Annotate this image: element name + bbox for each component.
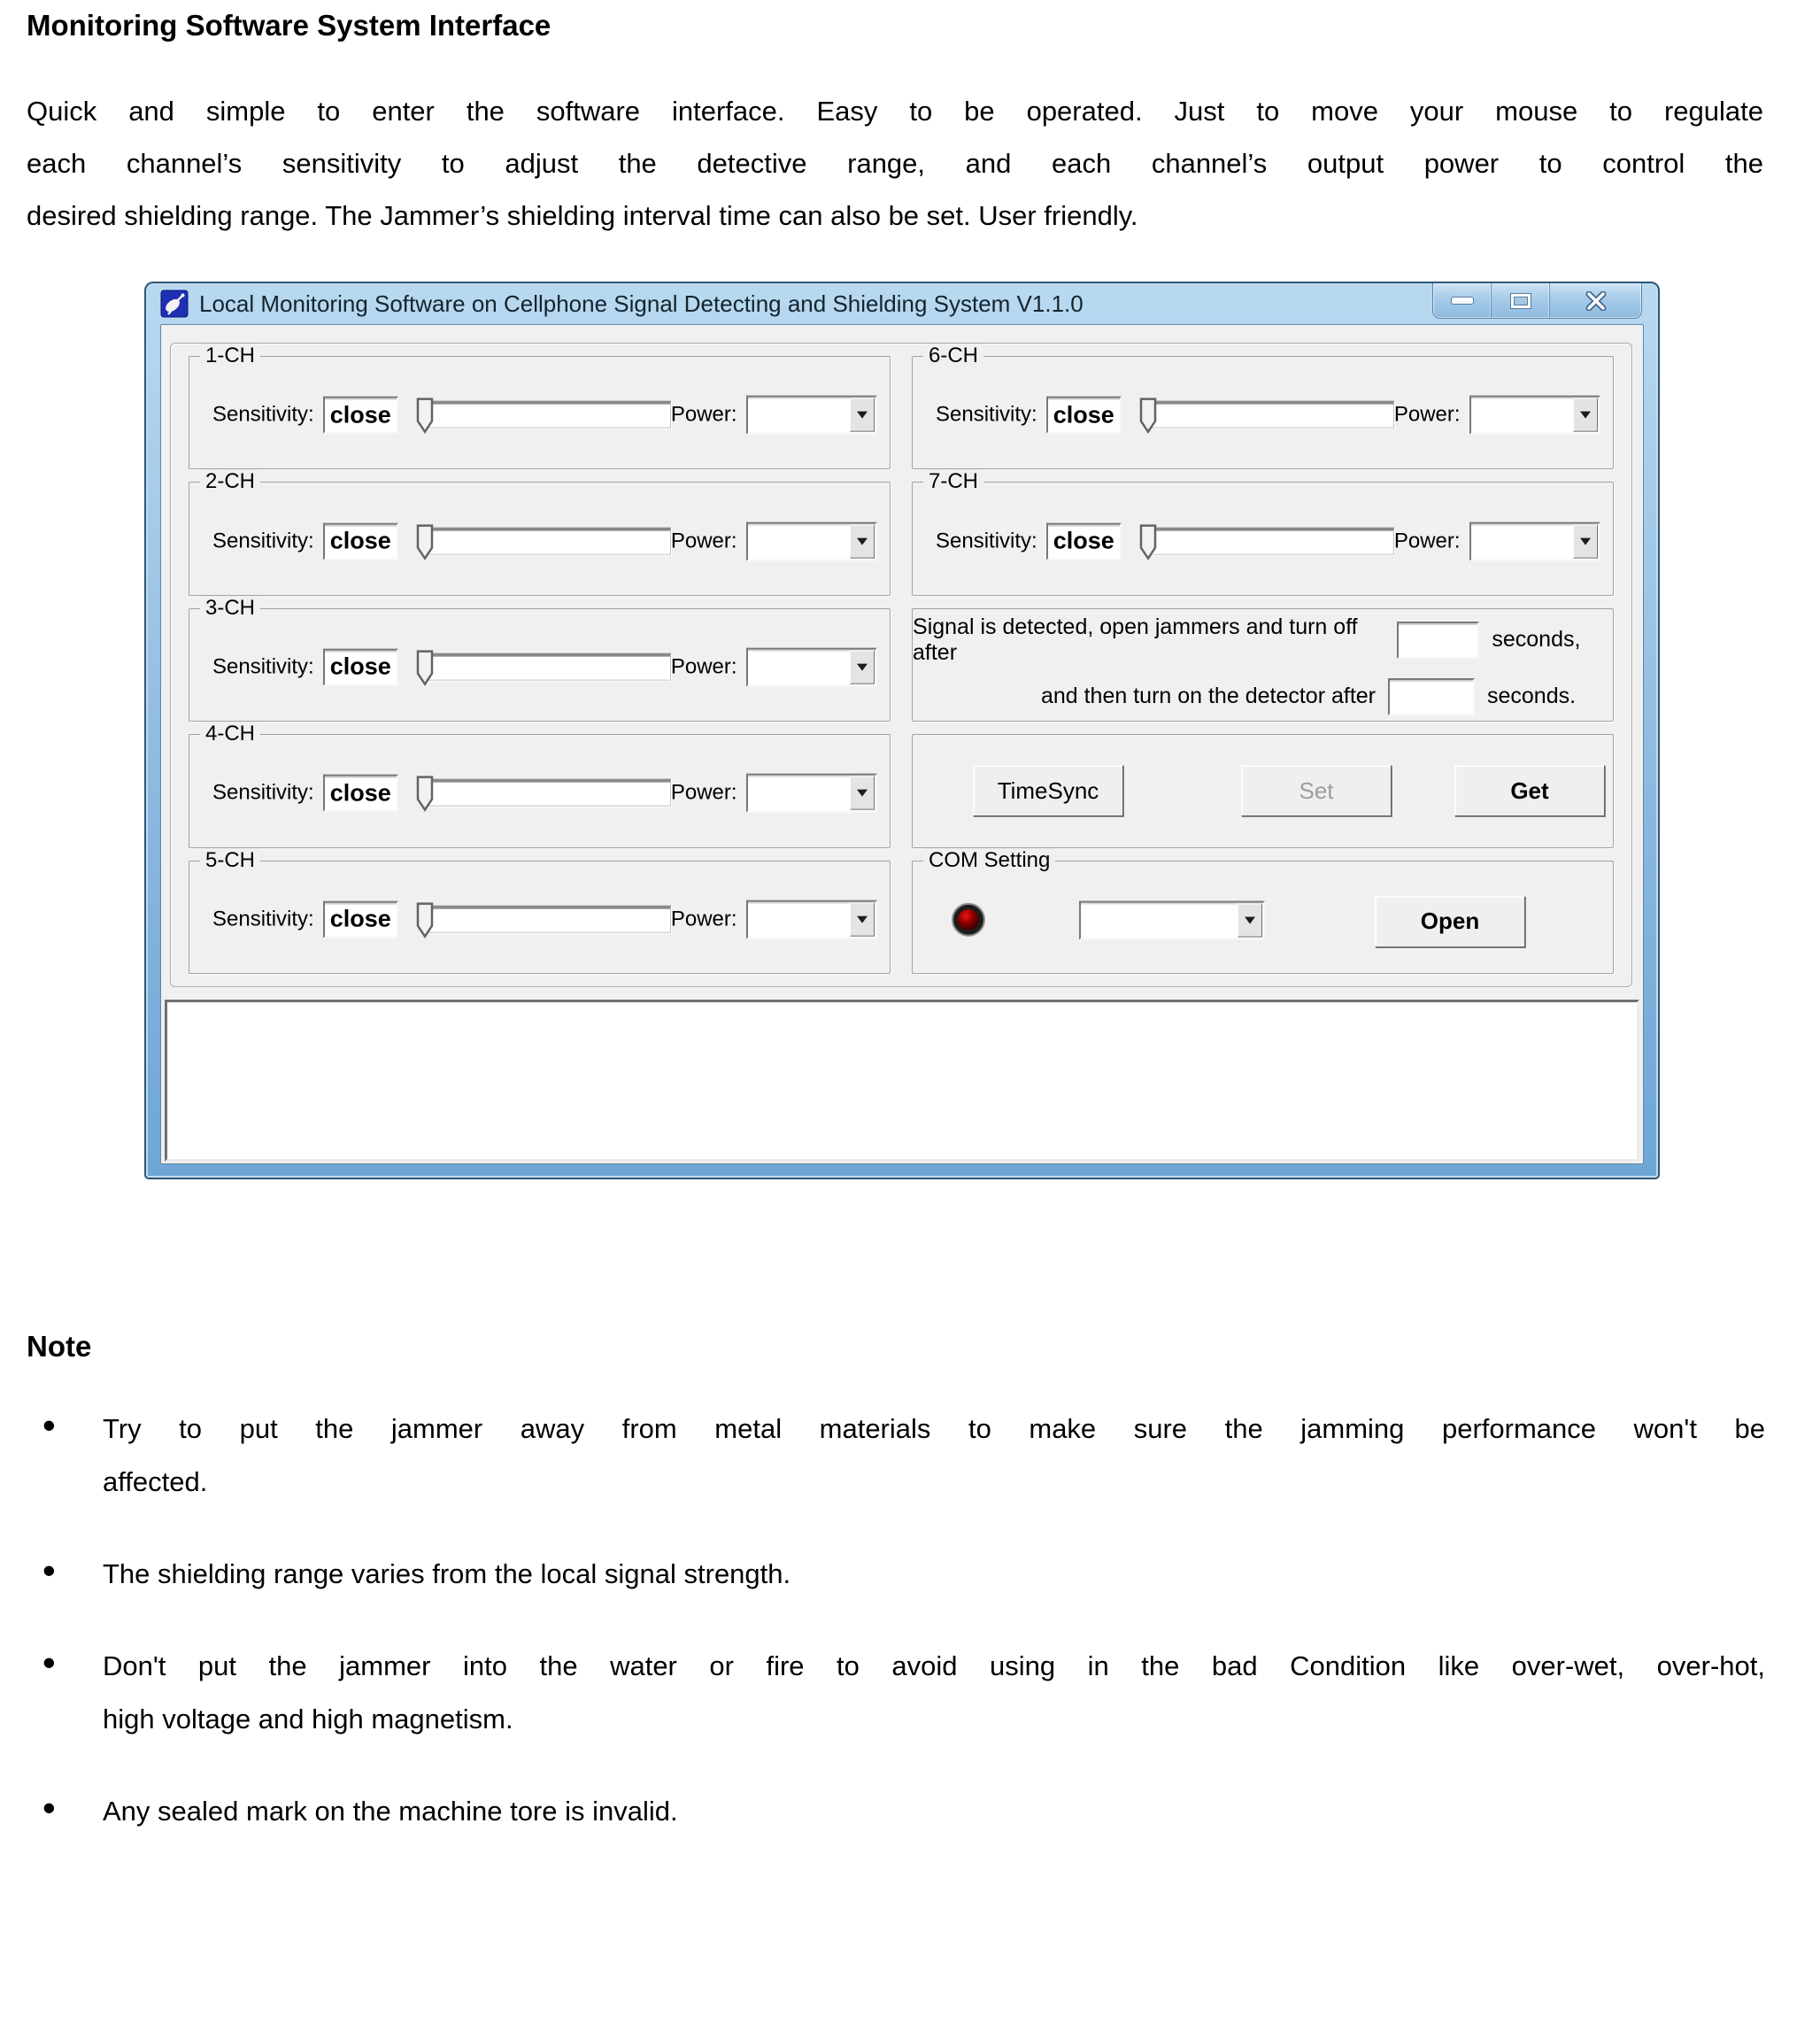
channel-group-1ch [189,344,891,469]
com-status-led [953,905,983,935]
chevron-down-icon[interactable] [850,398,875,432]
channel-label: 1-CH [200,344,260,368]
chevron-down-icon[interactable] [1573,398,1598,432]
channel-group-6ch [912,344,1614,469]
channel-group-2ch [189,469,891,595]
slider-track[interactable] [425,779,671,807]
window-title: Local Monitoring Software on Cellphone Signal Detecting and Shielding System V1.1.0 [199,290,1084,317]
sensitivity-value: close [329,779,391,807]
list-item [27,1640,1765,1746]
sensitivity-label: Sensitivity: [212,402,314,427]
power-label: Power: [670,529,737,553]
power-dropdown[interactable] [746,774,877,813]
sensitivity-slider[interactable] [416,774,671,813]
channel-label: 3-CH [200,596,260,621]
sensitivity-value-field[interactable] [323,900,398,938]
sensitivity-label: Sensitivity: [936,402,1037,427]
slider-thumb[interactable] [416,901,434,939]
turn-on-detector-label: and then turn on the detector after [1040,684,1376,709]
sensitivity-value: close [329,653,391,681]
power-dropdown[interactable] [746,522,877,560]
note-line: • Try to put the jammer away from metal materials to make sure the jamming performance won't be [103,1413,1765,1444]
channel-label: 2-CH [200,469,260,494]
power-label: Power: [670,654,737,679]
window-control-buttons [1432,283,1642,319]
slider-thumb[interactable] [416,650,434,687]
intro-line: Quick and simple to enter the software interface. Easy to be operated. Just to move your mouse to regulate [27,96,1763,127]
seconds-label: seconds. [1487,684,1577,709]
turn-off-seconds-input[interactable] [1397,622,1480,659]
slider-thumb[interactable] [416,523,434,560]
sensitivity-value: close [329,527,391,554]
close-icon [1585,291,1608,311]
window-client-area [160,324,1644,1164]
timesync-button[interactable]: TimeSync [973,765,1123,816]
slider-track[interactable] [1148,527,1394,554]
sensitivity-slider[interactable] [416,396,671,435]
intro-line: desired shielding range. The Jammer’s shielding interval time can also be set. User friendly. [27,200,1138,231]
slider-track[interactable] [425,905,671,932]
sensitivity-label: Sensitivity: [212,529,314,553]
list-item [27,1548,1765,1601]
slider-track[interactable] [425,653,671,681]
page-title: Monitoring Software System Interface [27,9,551,42]
slider-thumb[interactable] [1139,523,1157,560]
sensitivity-slider[interactable] [1139,396,1394,435]
signal-timing-panel [912,608,1614,722]
get-button[interactable]: Get [1454,765,1605,816]
sensitivity-slider[interactable] [416,900,671,939]
slider-track[interactable] [425,401,671,429]
maximize-button[interactable] [1492,283,1550,318]
chevron-down-icon[interactable] [1238,903,1262,937]
minimize-icon [1451,297,1474,305]
power-label: Power: [670,781,737,806]
note-line: • Don't put the jammer into the water or fire to avoid using in the bad Condition like over-wet, over-hot, [103,1650,1765,1681]
sensitivity-label: Sensitivity: [212,654,314,679]
sensitivity-slider[interactable] [416,648,671,687]
sensitivity-value-field[interactable] [323,649,398,686]
app-window [144,282,1660,1179]
chevron-down-icon[interactable] [850,776,875,810]
slider-track[interactable] [425,527,671,554]
action-buttons-panel [912,734,1614,847]
power-label: Power: [670,402,737,427]
note-line: • Any sealed mark on the machine tore is invalid. [103,1796,678,1827]
note-line: • The shielding range varies from the local signal strength. [103,1558,791,1589]
power-label: Power: [1393,529,1461,553]
com-setting-label: COM Setting [923,848,1055,873]
sensitivity-slider[interactable] [416,522,671,560]
sensitivity-value-field[interactable] [323,522,398,560]
power-dropdown[interactable] [746,396,877,435]
slider-thumb[interactable] [416,398,434,435]
power-label: Power: [670,907,737,931]
chevron-down-icon[interactable] [1573,524,1598,558]
note-list [27,1402,1765,1877]
channel-group-3ch [189,595,891,722]
list-item [27,1402,1765,1509]
sensitivity-value: close [329,905,391,932]
note-line: high voltage and high magnetism. [103,1704,513,1735]
turn-on-seconds-input[interactable] [1388,678,1475,715]
sensitivity-value: close [1053,401,1114,429]
power-dropdown[interactable] [1469,396,1600,435]
open-com-button[interactable]: Open [1375,896,1525,947]
com-setting-panel [912,847,1614,974]
channel-label: 7-CH [923,469,983,494]
chevron-down-icon[interactable] [850,651,875,684]
channel-group-5ch [189,847,891,974]
slider-track[interactable] [1148,401,1394,429]
sensitivity-value-field[interactable] [1046,397,1122,434]
sensitivity-value-field[interactable] [323,397,398,434]
close-button[interactable] [1550,283,1641,318]
note-line: affected. [103,1466,208,1497]
maximize-icon [1511,294,1531,308]
slider-thumb[interactable] [1139,398,1157,435]
power-dropdown[interactable] [746,648,877,687]
list-item [27,1785,1765,1838]
controls-panel [170,343,1632,987]
minimize-button[interactable] [1433,283,1492,318]
sensitivity-label: Sensitivity: [212,781,314,806]
channel-label: 4-CH [200,722,260,746]
sensitivity-value: close [1053,527,1114,554]
window-titlebar[interactable] [146,283,1658,324]
channel-label: 5-CH [200,848,260,873]
power-dropdown[interactable] [1469,522,1600,560]
channel-group-4ch [189,722,891,847]
note-heading: Note [27,1330,92,1363]
sensitivity-value-field[interactable] [1046,522,1122,560]
power-dropdown[interactable] [746,900,877,939]
intro-paragraph [27,85,1763,242]
log-output-area [165,1000,1639,1162]
sensitivity-slider[interactable] [1139,522,1394,560]
seconds-label: seconds, [1492,627,1581,653]
sensitivity-value: close [329,401,391,429]
com-port-dropdown[interactable] [1079,900,1265,939]
slider-thumb[interactable] [416,776,434,813]
channel-group-7ch [912,469,1614,595]
chevron-down-icon[interactable] [850,902,875,936]
satellite-dish-icon [160,290,189,318]
sensitivity-label: Sensitivity: [212,907,314,931]
signal-detected-label: Signal is detected, open jammers and turn off after [913,614,1358,665]
channel-label: 6-CH [923,344,983,368]
chevron-down-icon[interactable] [850,524,875,558]
power-label: Power: [1393,402,1461,427]
intro-line: each channel’s sensitivity to adjust the detective range, and each channel’s output power to control the [27,148,1763,179]
sensitivity-value-field[interactable] [323,775,398,812]
set-button[interactable]: Set [1241,765,1392,816]
sensitivity-label: Sensitivity: [936,529,1037,553]
